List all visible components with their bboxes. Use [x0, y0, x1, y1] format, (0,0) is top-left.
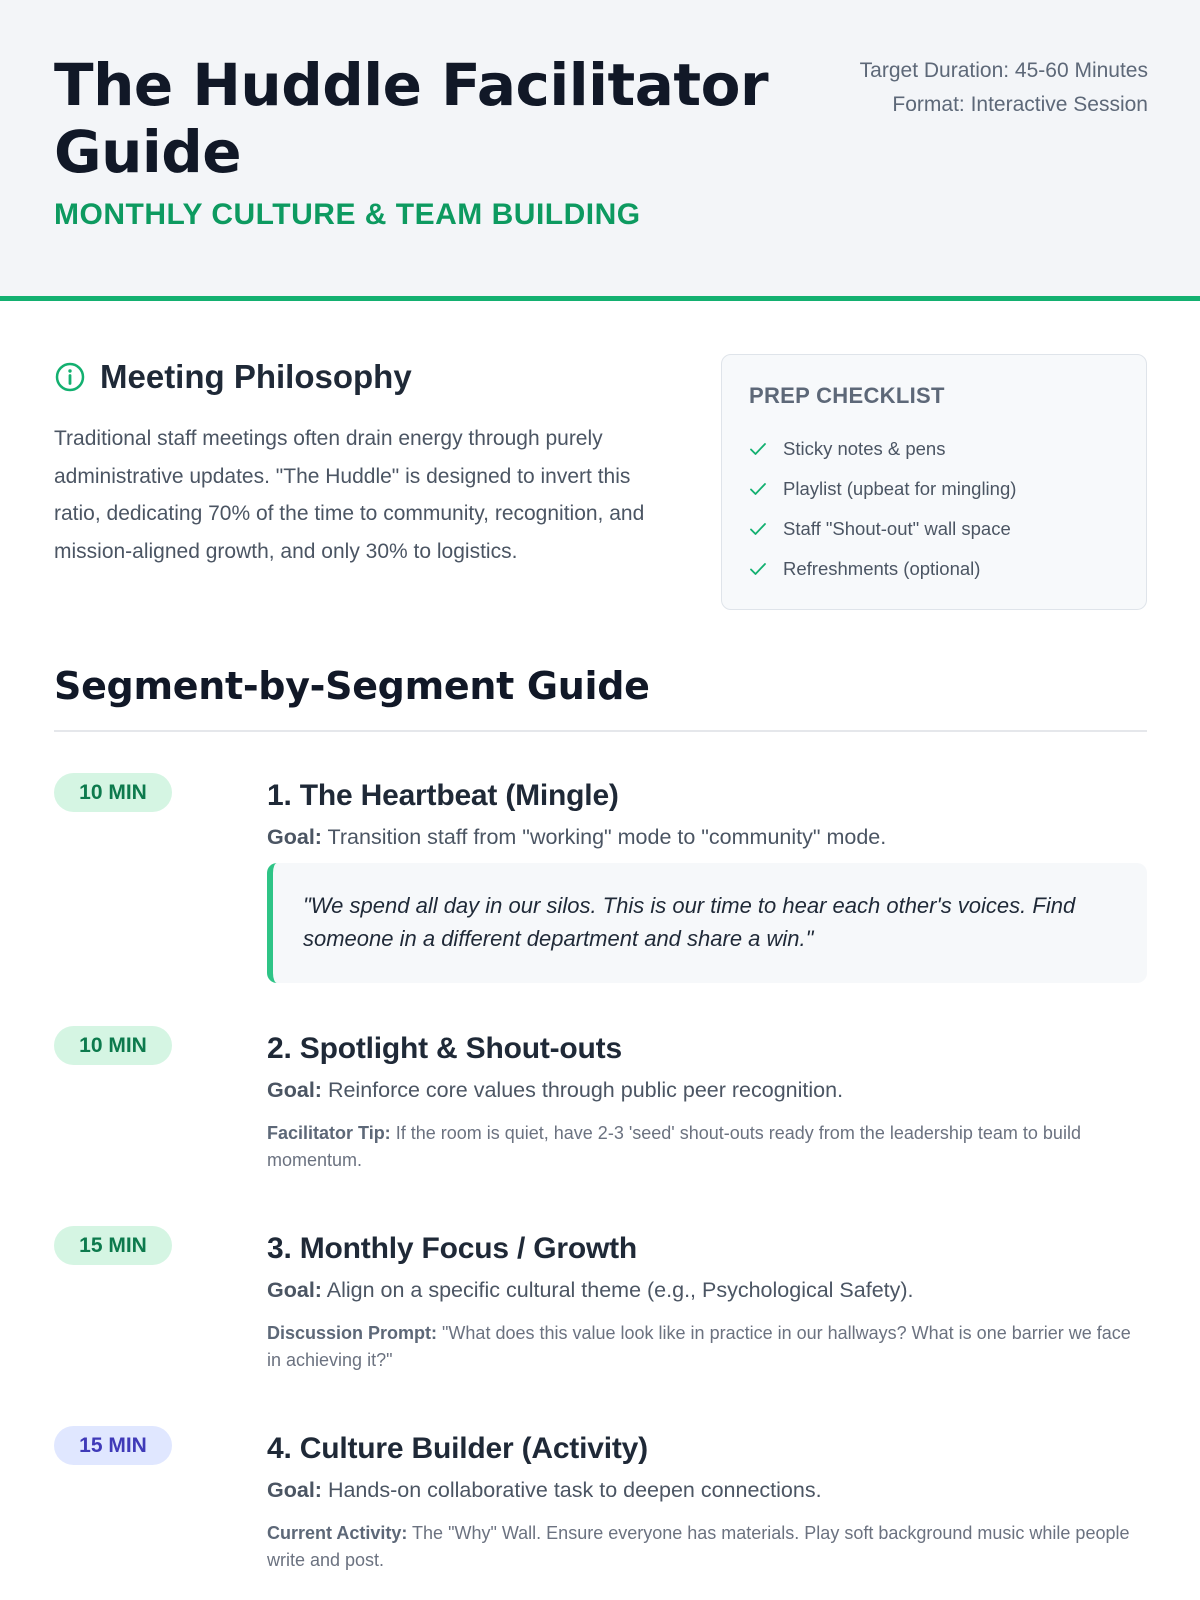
- duration-badge: 15 MIN: [54, 1226, 172, 1265]
- segment-title: 4. Culture Builder (Activity): [267, 1432, 648, 1465]
- page-header: [0, 0, 1200, 301]
- note-text: "What does this value look like in practice in our hallways? What is one barrier we face in achieving it?": [267, 1323, 1131, 1370]
- note-text: If the room is quiet, have 2-3 'seed' shout-outs ready from the leadership team to build momentum.: [267, 1123, 1081, 1170]
- prep-checklist: [721, 354, 1147, 610]
- duration-badge: 10 MIN: [54, 1026, 172, 1065]
- list-item: [749, 549, 1016, 589]
- segment-title: 3. Monthly Focus / Growth: [267, 1232, 638, 1265]
- segment-goal: [267, 1478, 1147, 1503]
- note-text: The "Why" Wall. Ensure everyone has materials. Play soft background music while people write and post.: [267, 1523, 1130, 1570]
- divider: [54, 730, 1147, 732]
- goal-text: Transition staff from "working" mode to "community" mode.: [327, 825, 887, 849]
- facilitator-quote: "We spend all day in our silos. This is our time to hear each other's voices. Find someone in a different department and share a win.": [267, 863, 1147, 983]
- goal-label: Goal:: [267, 1078, 322, 1102]
- segment-goal: [267, 1078, 1147, 1103]
- discussion-prompt: [267, 1320, 1147, 1374]
- note-label: Current Activity:: [267, 1523, 408, 1543]
- segment-title: 1. The Heartbeat (Mingle): [267, 779, 619, 812]
- goal-label: Goal:: [267, 825, 322, 849]
- session-format: Format: Interactive Session: [892, 92, 1148, 116]
- goal-label: Goal:: [267, 1278, 322, 1302]
- checklist-item-label: Refreshments (optional): [783, 558, 981, 579]
- goal-text: Hands-on collaborative task to deepen connections.: [327, 1478, 822, 1502]
- checklist-item-label: Playlist (upbeat for mingling): [783, 478, 1017, 499]
- segment-title: 2. Spotlight & Shout-outs: [267, 1032, 622, 1065]
- session-meta: [828, 54, 1148, 121]
- list-item: [749, 469, 1016, 509]
- info-icon: [54, 361, 86, 393]
- current-activity: [267, 1520, 1147, 1574]
- facilitator-tip: [267, 1120, 1147, 1174]
- duration-badge: 15 MIN: [54, 1426, 172, 1465]
- duration-badge: 10 MIN: [54, 773, 172, 812]
- checklist-item-label: Staff "Shout-out" wall space: [783, 518, 1011, 539]
- list-item: [749, 429, 1016, 469]
- check-icon: [749, 440, 767, 458]
- target-duration: Target Duration: 45-60 Minutes: [859, 59, 1148, 82]
- segment-guide-heading: Segment-by-Segment Guide: [54, 664, 650, 708]
- checklist-item-label: Sticky notes & pens: [783, 438, 946, 459]
- note-label: Discussion Prompt:: [267, 1323, 438, 1343]
- segment-goal: [267, 825, 1147, 850]
- goal-text: Align on a specific cultural theme (e.g., Psychological Safety).: [326, 1278, 914, 1302]
- check-icon: [749, 520, 767, 538]
- goal-label: Goal:: [267, 1478, 322, 1502]
- goal-text: Reinforce core values through public peer recognition.: [327, 1078, 844, 1102]
- segment-goal: [267, 1278, 1147, 1303]
- list-item: [749, 509, 1016, 549]
- philosophy-heading: [54, 358, 412, 396]
- philosophy-text: Traditional staff meetings often drain energy through purely administrative updates. "The Huddle" is designed to invert this ratio, dedicating 70% of the time to community, recognition, and mission-aligned growth, and only 30% to logistics.: [54, 427, 645, 563]
- note-label: Facilitator Tip:: [267, 1123, 391, 1143]
- page-subtitle: MONTHLY CULTURE & TEAM BUILDING: [54, 198, 641, 231]
- check-icon: [749, 480, 767, 498]
- prep-checklist-title: PREP CHECKLIST: [749, 383, 945, 408]
- check-icon: [749, 560, 767, 578]
- prep-checklist-list: [749, 429, 1016, 589]
- philosophy-title: Meeting Philosophy: [100, 358, 412, 395]
- page-title: The Huddle Facilitator Guide: [54, 51, 769, 186]
